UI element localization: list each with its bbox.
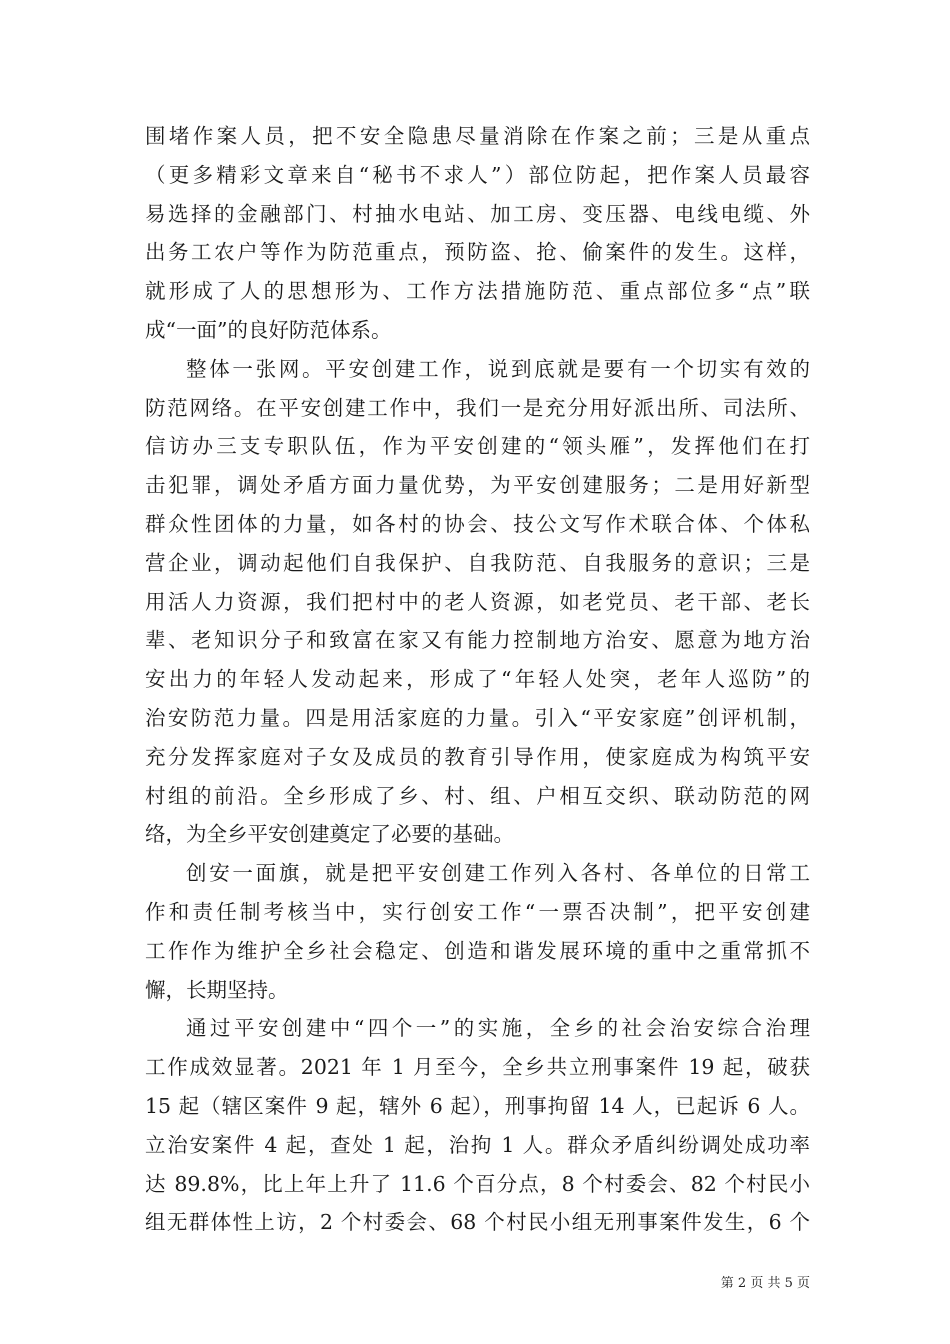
text-line: 立治安案件 4 起，查处 1 起，治拘 1 人。群众矛盾纠纷调处成功率 <box>145 1132 810 1157</box>
text-line: 达 89.8%，比上年上升了 11.6 个百分点，8 个村委会、82 个村民小 <box>145 1171 810 1196</box>
text-line: 村组的前沿。全乡形成了乡、村、组、户相互交织、联动防范的网 <box>145 783 810 808</box>
text-line: 易选择的金融部门、村抽水电站、加工房、变压器、电线电缆、外 <box>145 201 810 226</box>
text-line: 治安防范力量。四是用活家庭的力量。引入“平安家庭”创评机制， <box>145 705 810 730</box>
text-line: 用活人力资源，我们把村中的老人资源，如老党员、老干部、老长 <box>145 589 810 614</box>
page-number: 第 2 页 共 5 页 <box>720 1276 810 1291</box>
text-line: 作和责任制考核当中，实行创安工作“一票否决制”，把平安创建 <box>145 899 810 924</box>
text-line: 成“一面”的良好防范体系。 <box>145 317 392 342</box>
text-line: 群众性团体的力量，如各村的协会、技公文写作术联合体、个体私 <box>145 511 810 536</box>
text-line: 信访办三支专职队伍，作为平安创建的“领头雁”，发挥他们在打 <box>145 434 810 459</box>
text-line: 充分发挥家庭对子女及成员的教育引导作用，使家庭成为构筑平安 <box>145 744 810 769</box>
text-line: 击犯罪，调处矛盾方面力量优势，为平安创建服务；二是用好新型 <box>145 473 810 498</box>
text-line: （更多精彩文章来自“秘书不求人”）部位防起，把作案人员最容 <box>145 162 810 187</box>
text-line: 络，为全乡平安创建奠定了必要的基础。 <box>145 822 514 847</box>
text-line: 懈，长期坚持。 <box>145 977 289 1002</box>
text-line: 围堵作案人员，把不安全隐患尽量消除在作案之前；三是从重点 <box>145 124 810 148</box>
text-line: 工作作为维护全乡社会稳定、创造和谐发展环境的重中之重常抓不 <box>145 938 810 963</box>
body-text <box>145 117 810 1242</box>
text-line: 出务工农户等作为防范重点，预防盗、抢、偷案件的发生。这样， <box>145 240 810 265</box>
text-line: 组无群体性上访，2 个村委会、68 个村民小组无刑事案件发生，6 个 <box>145 1210 810 1235</box>
text-line: 安出力的年轻人发动起来，形成了“年轻人处突，老年人巡防”的 <box>145 667 810 692</box>
text-line: 工作成效显著。2021 年 1 月至今，全乡共立刑事案件 19 起，破获 <box>145 1055 810 1080</box>
text-line: 15 起（辖区案件 9 起，辖外 6 起），刑事拘留 14 人，已起诉 6 人。 <box>145 1093 810 1118</box>
text-line: 防范网络。在平安创建工作中，我们一是充分用好派出所、司法所、 <box>145 395 810 420</box>
text-line: 就形成了人的思想形为、工作方法措施防范、重点部位多“点”联 <box>145 279 810 304</box>
text-line: 辈、老知识分子和致富在家又有能力控制地方治安、愿意为地方治 <box>145 628 810 653</box>
paragraph-start: 整体一张网。平安创建工作，说到底就是要有一个切实有效的 <box>186 356 810 381</box>
paragraph-start: 通过平安创建中“四个一”的实施，全乡的社会治安综合治理 <box>186 1016 810 1041</box>
paragraph-start: 创安一面旗，就是把平安创建工作列入各村、各单位的日常工 <box>186 861 810 886</box>
text-line: 营企业，调动起他们自我保护、自我防范、自我服务的意识；三是 <box>145 550 810 575</box>
